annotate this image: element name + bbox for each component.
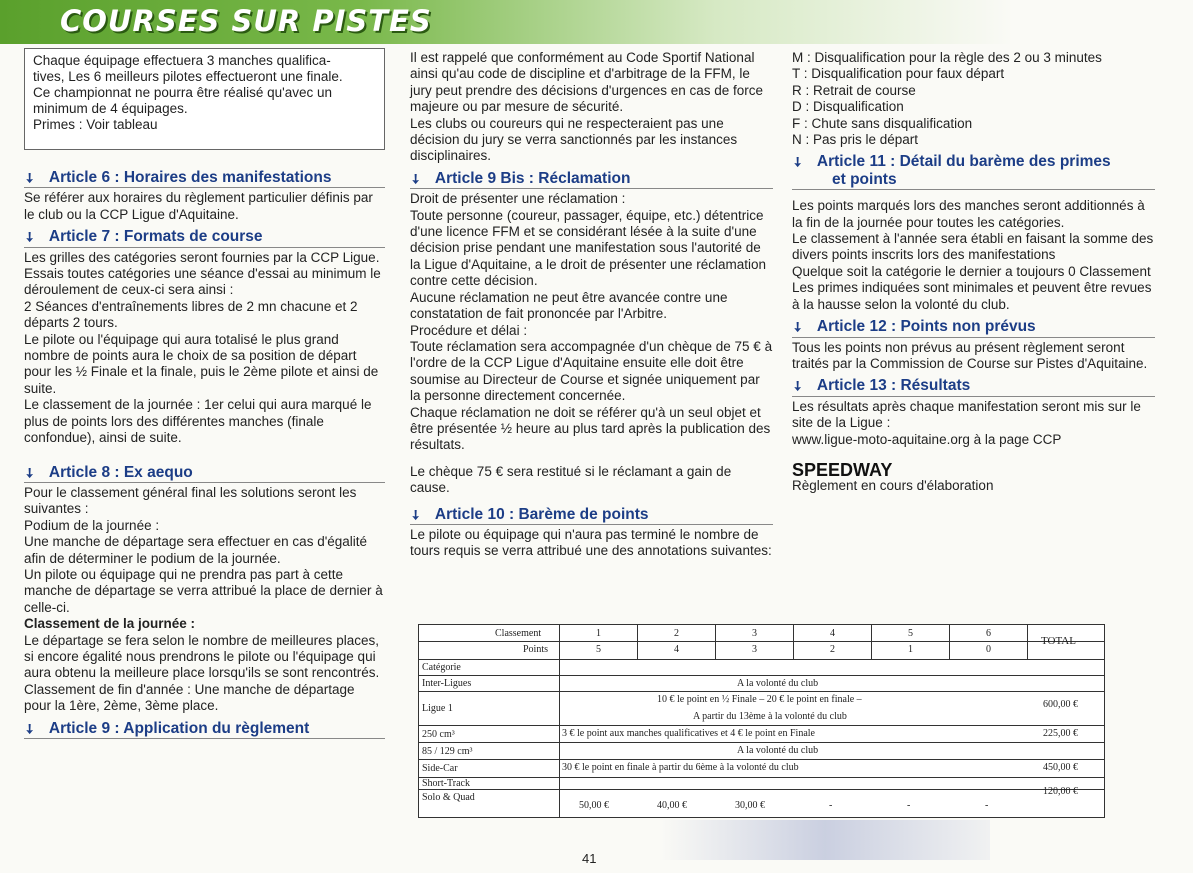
code-line: M : Disqualification pour la règle des 2 ou 3 minutes (792, 50, 1102, 65)
arrow-icon: ➘ (20, 168, 40, 187)
amount-cell: - (829, 800, 833, 811)
place-cell: 1 (596, 628, 601, 639)
article-10-heading: ➘ Article 10 : Barème de points (410, 507, 773, 525)
article-7-para: Le classement de la journée : 1er celui qui aura marqué le plus de points lors des différentes manches (finale confondue), ainsi de suite. (24, 397, 372, 446)
arrow-icon: ➘ (788, 317, 808, 336)
column-2-para: Il est rappelé que conformément au Code Sportif National ainsi qu'au code de discipline et d'arbitrage de la FFM, le jury peut prendre des décisions d'urgences en cas de force majeure ou par mesure de sécurité. (410, 50, 764, 115)
article-10-text: Le pilote ou équipage qui n'aura pas terminé le nombre de tours requis se verra attribué une des annotations suivantes: (410, 526, 772, 559)
place-cell: 4 (830, 628, 835, 639)
article-8-para: Une manche de départage sera effectuer en cas d'égalité afin de déterminer le podium de la journée. (24, 534, 368, 566)
article-7-para: 2 Séances d'entraînements libres de 2 mn chacune et 2 départs 2 tours. (24, 298, 358, 331)
article-13-text: Les résultats après chaque manifestation seront mis sur le site de la Ligue : (792, 398, 1141, 431)
points-cell: 1 (908, 644, 913, 655)
arrow-icon: ➘ (788, 376, 808, 396)
article-11-heading: ➘ Article 11 : Détail du barème des primes (788, 152, 1111, 172)
code-line: N : Pas pris le départ (792, 132, 919, 148)
intro-line: Chaque équipage effectuera 3 manches qualifica- (33, 53, 331, 68)
total-cell: 600,00 € (1043, 699, 1078, 710)
category-cell: Short-Track (422, 778, 470, 789)
article-8-subtitle: Classement de la journée : (24, 616, 196, 632)
arrow-icon: ➘ (406, 505, 426, 524)
article-9bis-last: Le chèque 75 € sera restitué si le réclamant a gain de cause. (410, 463, 732, 496)
article-7-para: Le pilote ou l'équipage qui aura totalisé le plus grand nombre de points aura le choix de sa position de départ pour les ½ Finale et la finale, puis le 2ème pilote et ainsi de suite. (24, 331, 379, 396)
place-cell: 5 (908, 628, 913, 639)
prize-desc: A la volonté du club (737, 678, 819, 689)
header-points: Points (523, 644, 549, 655)
page-title: COURSES SUR PISTES (60, 4, 432, 38)
article-7-heading: ➘ Article 7 : Formats de course (24, 229, 385, 247)
points-cell: 3 (752, 644, 757, 655)
amount-cell: 50,00 € (579, 800, 609, 811)
category-cell: Inter-Ligues (422, 678, 472, 689)
article-9bis-para: Toute réclamation sera accompagnée d'un chèque de 75 € à l'ordre de la CCP Ligue d'Aquitaine ensuite elle doit être soumise au Directeur de Course et signée uniquement par la personne directement concernée. (410, 338, 773, 404)
arrow-icon: ➘ (406, 169, 426, 188)
article-9bis-para: Droit de présenter une réclamation : (410, 191, 626, 207)
arrow-icon: ➘ (20, 719, 40, 738)
category-cell: Side-Car (422, 763, 458, 774)
article-11-heading-line2: et points (792, 172, 1155, 190)
prize-desc: 30 € le point en finale à partir du 6ème à la volonté du club (562, 762, 799, 773)
points-cell: 4 (674, 644, 679, 655)
article-8-para: Le départage se fera selon le nombre de meilleures places, si encore égalité nous prendrons le pilote ou l'équipage qui aura obtenu la meilleure place lorsqu'ils se sont rencontrés. (24, 632, 380, 681)
amount-cell: - (985, 800, 989, 811)
article-8-para: Podium de la journée : (24, 517, 160, 533)
article-9bis-para: Chaque réclamation ne doit se référer qu'à un seul objet et être présentée ½ heure au plus tard après la publication des résultats. (410, 404, 771, 453)
arrow-icon: ➘ (788, 152, 808, 172)
article-8-heading: ➘ Article 8 : Ex aequo (24, 465, 385, 483)
category-cell: Solo & Quad (422, 792, 475, 803)
decorative-band (660, 820, 990, 860)
speedway-heading: SPEEDWAY (792, 459, 893, 480)
prize-desc: 3 € le point aux manches qualificatives et 4 € le point en Finale (562, 728, 815, 739)
intro-line: tives, Les 6 meilleurs pilotes effectueront une finale. (33, 69, 343, 84)
code-line: R : Retrait de course (792, 82, 916, 98)
article-12-heading: ➘ Article 12 : Points non prévus (792, 319, 1155, 337)
prize-desc: A partir du 13ème à la volonté du club (693, 711, 847, 722)
article-13-url: www.ligue-moto-aquitaine.org à la page CCP (792, 431, 1062, 447)
code-line: T : Disqualification pour faux départ (792, 66, 1005, 82)
article-6-heading: ➘ Article 6 : Horaires des manifestations (24, 170, 385, 188)
article-9bis-para: Toute personne (coureur, passager, équipe, etc.) détentrice d'une licence FFM et se considérant lésée à la suite d'une décision prise pendant une manifestation sous l'autorité de la Ligue d'Aquitaine, a le droit de présenter une réclamation contre cette décision. (410, 207, 767, 289)
arrow-icon: ➘ (20, 463, 40, 482)
article-7-para: Les grilles des catégories seront fournies par la CCP Ligue. (24, 249, 380, 265)
article-7-para: Essais toutes catégories une séance d'essai au minimum le déroulement de ceux-ci sera ainsi : (24, 266, 381, 298)
article-8-para: Pour le classement général final les solutions seront les suivantes : (24, 484, 357, 517)
article-8-para: Classement de fin d'année : Une manche de départage pour la 1ère, 2ème, 3ème place. (24, 681, 355, 714)
page-number: 41 (582, 851, 597, 866)
points-cell: 0 (986, 644, 991, 655)
column-1 (20, 168, 385, 741)
article-9bis-para: Aucune réclamation ne peut être avancée contre une constatation de fait prononcée par l'Arbitre. (410, 289, 728, 322)
article-11-para: Les points marqués lors des manches seront additionnés à la fin de la journée pour toutes les catégories. (792, 198, 1145, 230)
code-line: D : Disqualification (792, 99, 904, 115)
place-cell: 2 (674, 628, 679, 639)
article-12-text: Tous les points non prévus au présent règlement seront traités par la Commission de Course sur Pistes d'Aquitaine. (792, 339, 1148, 371)
speedway-text: Règlement en cours d'élaboration (792, 478, 994, 494)
page-banner (0, 0, 1193, 44)
article-11-para: Quelque soit la catégorie le dernier a toujours 0 Classement (792, 263, 1151, 279)
total-cell: 120,00 € (1043, 786, 1078, 797)
points-cell: 2 (830, 644, 835, 655)
category-cell: 85 / 129 cm³ (422, 746, 473, 757)
header-total: TOTAL (1041, 635, 1076, 647)
column-3 (788, 50, 1155, 495)
prize-desc: A la volonté du club (737, 745, 819, 756)
article-13-heading: ➘ Article 13 : Résultats (792, 378, 1155, 396)
article-11-para: Les primes indiquées sont minimales et peuvent être revues à la hausse selon la volonté du club. (792, 280, 1152, 312)
article-11-para: Le classement à l'année sera établi en faisant la somme des divers points inscrits lors des manifestations (792, 231, 1154, 263)
amount-cell: 40,00 € (657, 800, 687, 811)
points-cell: 5 (596, 644, 601, 655)
total-cell: 450,00 € (1043, 762, 1078, 773)
total-cell: 225,00 € (1043, 728, 1078, 739)
header-classement: Classement (495, 628, 542, 639)
category-cell: 250 cm³ (422, 729, 455, 740)
amount-cell: - (907, 800, 911, 811)
prize-table (418, 624, 1105, 818)
code-line: F : Chute sans disqualification (792, 115, 973, 131)
article-8-para: Un pilote ou équipage qui ne prendra pas part à cette manche de départage se verra attribué la place de dernier à celle-ci. (24, 566, 383, 615)
prize-desc: 10 € le point en ½ Finale – 20 € le point en finale – (657, 694, 862, 705)
column-2-para: Les clubs ou coureurs qui ne respecteraient pas une décision du jury se verra sanctionnés par les instances disciplinaires. (410, 115, 738, 164)
amount-cell: 30,00 € (735, 800, 765, 811)
intro-line: Ce championnat ne pourra être réalisé qu'avec un (33, 85, 333, 100)
intro-line: minimum de 4 équipages. (33, 101, 188, 116)
article-6-text: Se référer aux horaires du règlement particulier définis par le club ou la CCP Ligue d'Aquitaine. (24, 190, 373, 222)
header-categorie: Catégorie (422, 662, 461, 673)
intro-box (24, 48, 385, 150)
arrow-icon: ➘ (20, 227, 40, 247)
article-9-heading: ➘ Article 9 : Application du règlement (24, 721, 385, 739)
intro-line: Primes : Voir tableau (33, 117, 158, 132)
article-9bis-heading: ➘ Article 9 Bis : Réclamation (410, 171, 773, 189)
column-2 (406, 50, 773, 560)
place-cell: 3 (752, 628, 757, 639)
place-cell: 6 (986, 628, 991, 639)
category-cell: Ligue 1 (422, 703, 453, 714)
article-9bis-para: Procédure et délai : (410, 322, 528, 338)
